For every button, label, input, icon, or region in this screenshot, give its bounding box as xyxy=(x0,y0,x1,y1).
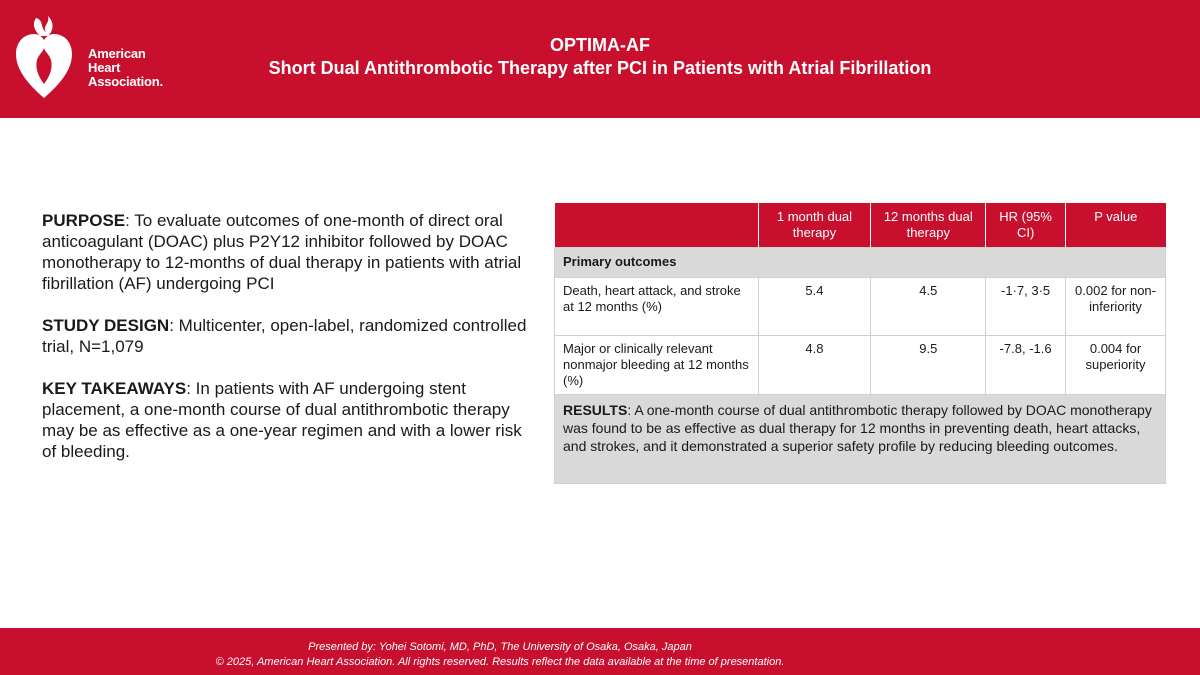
page-title: OPTIMA-AF xyxy=(550,35,650,55)
org-line-3: Association. xyxy=(88,74,163,89)
heart-torch-icon xyxy=(14,14,74,100)
purpose-text: : To evaluate outcomes of one-month of direct oral anticoagulant (DOAC) plus P2Y12 inhibitor followed by DOAC monotherapy to 12-months of dual therapy in patients with atrial fibrillation (AF) undergoing PCI xyxy=(42,211,522,293)
p-value-cell: 0.002 for non-inferiority xyxy=(1066,278,1166,336)
results-cell xyxy=(555,395,1166,484)
section-row xyxy=(555,248,1166,278)
design-text: : Multicenter, open-label, randomized controlled trial, N=1,079 xyxy=(42,316,527,356)
hr-cell: -7.8, -1.6 xyxy=(986,336,1066,395)
one-month-cell: 4.8 xyxy=(758,336,871,395)
table-row xyxy=(555,336,1166,395)
section-label: Primary outcomes xyxy=(555,248,1166,278)
org-line-2: Heart xyxy=(88,60,121,75)
takeaways-text: : In patients with AF undergoing stent placement, a one-month course of dual antithrombotic therapy may be as effective as a one-year regimen and with a lower risk of bleeding. xyxy=(42,379,522,461)
title-block xyxy=(200,34,1000,80)
header-hr: HR (95% CI) xyxy=(986,203,1066,248)
takeaways-paragraph xyxy=(42,378,532,462)
p-value-cell: 0.004 for superiority xyxy=(1066,336,1166,395)
header-p-value: P value xyxy=(1066,203,1166,248)
results-table xyxy=(554,203,1166,484)
purpose-paragraph xyxy=(42,210,532,294)
footer-text xyxy=(150,640,850,670)
header-one-month: 1 month dual therapy xyxy=(758,203,871,248)
presenter-credit: Presented by: Yohei Sotomi, MD, PhD, The University of Osaka, Osaka, Japan xyxy=(308,641,692,653)
one-month-cell: 5.4 xyxy=(758,278,871,336)
copyright-notice: © 2025, American Heart Association. All rights reserved. Results reflect the data available at the time of presentation. xyxy=(215,656,785,668)
results-text: : A one-month course of dual antithrombotic therapy followed by DOAC monotherapy was found to be as effective as dual therapy for 12 months in preventing death, heart attacks, and strokes, and it demonstrated a superior safety profile by reducing bleeding outcomes. xyxy=(563,402,1152,454)
results-table-wrapper xyxy=(554,203,1166,484)
header-twelve-months: 12 months dual therapy xyxy=(871,203,986,248)
results-label: RESULTS xyxy=(563,402,628,418)
page-subtitle: Short Dual Antithrombotic Therapy after PCI in Patients with Atrial Fibrillation xyxy=(268,58,932,78)
org-line-1: American xyxy=(88,46,146,61)
aha-logo xyxy=(14,14,174,100)
summary-text xyxy=(42,210,532,483)
results-row xyxy=(555,395,1166,484)
table-row xyxy=(555,278,1166,336)
twelve-months-cell: 4.5 xyxy=(871,278,986,336)
design-paragraph xyxy=(42,315,532,357)
table-header-row xyxy=(555,203,1166,248)
hr-cell: -1·7, 3·5 xyxy=(986,278,1066,336)
twelve-months-cell: 9.5 xyxy=(871,336,986,395)
design-label: STUDY DESIGN xyxy=(42,316,170,335)
outcome-cell: Death, heart attack, and stroke at 12 months (%) xyxy=(555,278,759,336)
purpose-label: PURPOSE xyxy=(42,211,126,230)
header-bar xyxy=(0,0,1200,118)
header-outcome xyxy=(555,203,759,248)
aha-wordmark xyxy=(88,47,163,89)
outcome-cell: Major or clinically relevant nonmajor bleeding at 12 months (%) xyxy=(555,336,759,395)
footer-bar xyxy=(0,628,1200,675)
takeaways-label: KEY TAKEAWAYS xyxy=(42,379,187,398)
